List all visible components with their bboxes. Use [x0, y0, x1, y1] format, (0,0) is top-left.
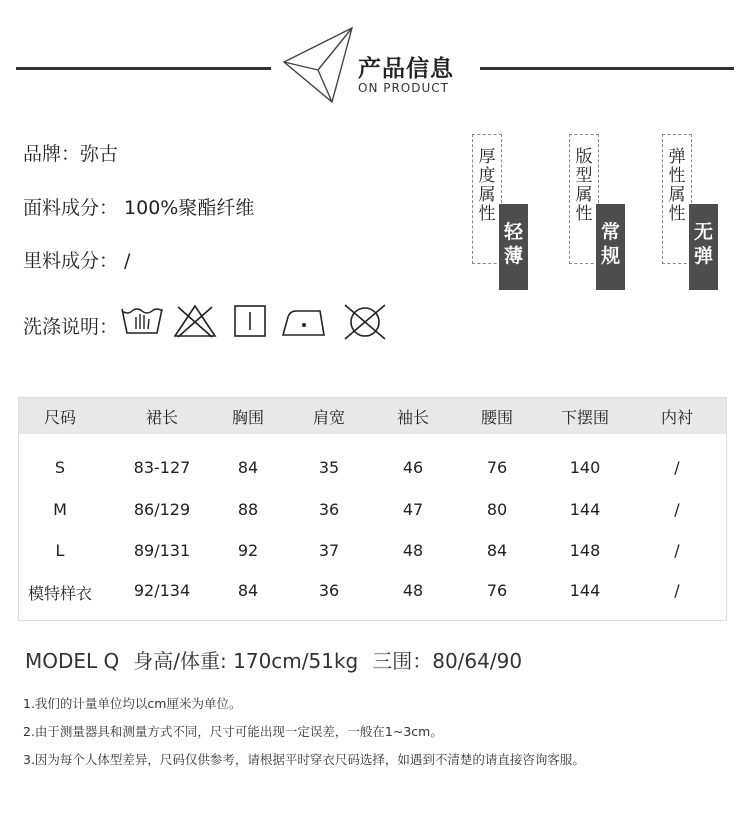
- table-cell: 84: [486, 541, 508, 560]
- table-cell: M: [53, 500, 67, 519]
- table-header-cell: 袖长: [396, 408, 430, 427]
- table-cell: /: [674, 541, 680, 560]
- attr-label: 弹 性 属 性: [668, 147, 686, 224]
- model-measurements: 三围：80/64/90: [372, 649, 523, 673]
- table-cell: 92/134: [133, 581, 191, 600]
- low-iron-icon: [280, 303, 328, 339]
- table-header-cell: 胸围: [231, 408, 265, 427]
- note-2: 2.由于测量器具和测量方式不同，尺寸可能出现一定误差，一般在1~3cm。: [23, 724, 443, 739]
- table-header-cell: 尺码: [43, 408, 77, 427]
- wash-label: 洗涤说明：: [23, 316, 119, 338]
- model-name: MODEL Q: [25, 649, 120, 673]
- attr-value-badge: 无 弹: [689, 204, 718, 290]
- table-header-cell: 下摆围: [560, 408, 610, 427]
- attr-elasticity: [662, 134, 742, 294]
- table-cell: 88: [237, 500, 259, 519]
- no-bleach-icon: [172, 303, 218, 339]
- table-cell: 80: [486, 500, 508, 519]
- table-cell: 92: [237, 541, 259, 560]
- table-cell: 89/131: [133, 541, 191, 560]
- table-cell: S: [54, 458, 66, 477]
- table-cell: 144: [569, 581, 601, 600]
- table-header-cell: 腰围: [480, 408, 514, 427]
- table-cell: 36: [318, 500, 340, 519]
- table-cell: L: [55, 541, 65, 560]
- table-cell: 48: [402, 541, 424, 560]
- table-cell: 35: [318, 458, 340, 477]
- model-height-weight: 身高/体重: 170cm/51kg: [133, 649, 359, 673]
- lining-line: 里料成分： /: [23, 250, 131, 272]
- table-cell: 83-127: [133, 458, 191, 477]
- no-dry-clean-icon: [342, 303, 388, 341]
- table-cell: 48: [402, 581, 424, 600]
- table-cell: 84: [237, 581, 259, 600]
- header-subtitle: ON PRODUCT: [358, 81, 449, 95]
- line-dry-icon: [233, 303, 267, 339]
- attr-thickness: [472, 134, 552, 294]
- header-line-left: [16, 67, 271, 70]
- header-line-right: [480, 67, 734, 70]
- size-table: [18, 397, 727, 621]
- table-cell: 47: [402, 500, 424, 519]
- table-header-cell: 裙长: [145, 408, 179, 427]
- table-cell: 76: [486, 581, 508, 600]
- triangle-logo-icon: [282, 26, 358, 104]
- table-cell: 148: [569, 541, 601, 560]
- table-cell: /: [674, 581, 680, 600]
- table-cell: 46: [402, 458, 424, 477]
- attr-value-badge: 常 规: [596, 204, 625, 290]
- hand-wash-icon: [120, 303, 164, 339]
- fabric-line: 面料成分： 100%聚酯纤维: [23, 197, 255, 219]
- note-1: 1.我们的计量单位均以cm厘米为单位。: [23, 696, 242, 711]
- size-table-header: [19, 398, 726, 434]
- table-cell: 86/129: [133, 500, 191, 519]
- attr-fit: [569, 134, 649, 294]
- table-cell: 76: [486, 458, 508, 477]
- table-cell: 37: [318, 541, 340, 560]
- brand-line: 品牌：弥古: [23, 143, 119, 165]
- table-cell: 84: [237, 458, 259, 477]
- table-header-cell: 内衬: [660, 408, 694, 427]
- table-cell: 36: [318, 581, 340, 600]
- note-3: 3.因为每个人体型差异，尺码仅供参考，请根据平时穿衣尺码选择，如遇到不清楚的请直接咨询客服。: [23, 752, 585, 767]
- table-cell: 模特样衣: [27, 584, 93, 603]
- table-cell: 144: [569, 500, 601, 519]
- table-cell: /: [674, 500, 680, 519]
- attr-value-badge: 轻 薄: [499, 204, 528, 290]
- table-cell: /: [674, 458, 680, 477]
- attr-label: 厚 度 属 性: [478, 147, 496, 224]
- attr-label: 版 型 属 性: [575, 147, 593, 224]
- header-title: 产品信息: [358, 55, 454, 82]
- table-header-cell: 肩宽: [312, 408, 346, 427]
- table-cell: 140: [569, 458, 601, 477]
- model-info: [25, 645, 522, 674]
